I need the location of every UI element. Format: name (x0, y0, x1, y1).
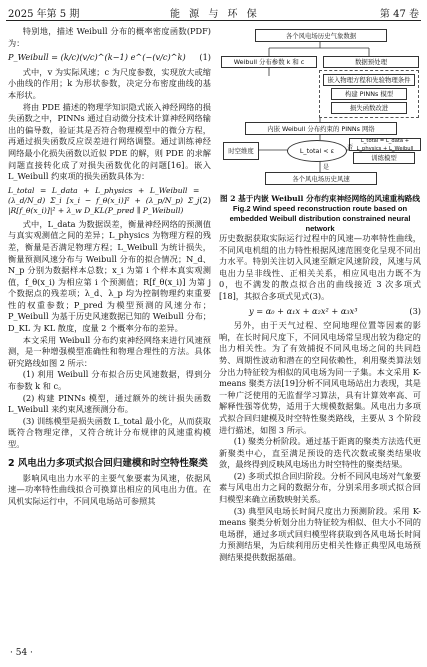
section-heading: 2 风电出力多项式拟合回归建模和时空特性聚类 (8, 457, 208, 469)
equation-body: y = α₀ + α₁x + α₂x² + α₃x³ (249, 305, 358, 316)
weibull-pinns-network-box: 内嵌 Weibull 分布约束的 PINNs 网络 (245, 122, 397, 135)
list-item: (1) 利用 Weibull 分布拟合历史风速数据，得到分布参数 k 和 c。 (8, 369, 211, 392)
journal-title: 能 源 与 环 保 (170, 9, 260, 20)
paragraph: 将由 PDE 描述的物理学知识隐式嵌入神经网络的损失函数之中，PINNs 通过自动微分技术计算神经网络输出的偏导数，验证其是否符合物理模型中的微分方程，再通过损失函数反应误差进行网络调整。通过训练神经网络最小化损失函数以近似 PDE 的解，则 PDE 的求解问题直接转化成了对损失函数优化的问题[16]。嵌入 L_Weibull 约束项的损失函数具体为： (8, 101, 211, 182)
paragraph: 特别地，描述 Weibull 分布的概率密度函数(PDF)为： (8, 26, 211, 48)
journal-issue: 2025 年第 5 期 (8, 9, 80, 20)
no-label: 否 (347, 144, 354, 151)
yes-label: 是 (323, 164, 330, 171)
list-item: (3) 典型风电场长时间尺度出力预测阶段。采用 K-means 聚类分析划分出力特征较为相似、但大小不同的电场群，通过多项式回归模型将获取到各风电场长时间力预测结果，为后续利用历史相关性修正典型风电场预测结果提供数据基础。 (219, 505, 421, 563)
weibull-params-box: Weibull 分布参数 k 和 c (221, 56, 317, 68)
page-header (0, 0, 427, 22)
paragraph: 历史数据获取实际运行过程中的风速—功率特性曲线，不同风电机组的出力特性根据风速范围变化呈现不同出力水平。特别关注切入风速至额定风速阶段，风速与风电出力呈非线性、正相关关系，相应风电出力既不为 0，也不满发的散点拟合出的曲线接近 3 次多项式[18]，其拟合多项式见式(3)。 (219, 233, 421, 301)
paragraph: 本文采用 Weibull 分布约束神经网络来进行风速预测，是一种增强模型准确性和物理合理性的方法。具体研究路线如图 2 所示： (8, 334, 211, 368)
equation-number: (2) (199, 194, 211, 205)
page-number: · 54 · (10, 648, 33, 658)
equation-body: L_total = L_data + L_physics + L_Weibull = (λ_d/N_d) Σ_i [x_i − f_θ(x_i)]² + (λ_p/N_p) Σ_j |R[f_θ(x_i)]|² + λ_w D_KL(P_pred ∥ P_Weibull) (8, 185, 200, 215)
equation-body: P_Weibull = (k/c)(v/c)^(k−1) e^(−(v/c)^k) (8, 52, 186, 63)
equation-2 (8, 186, 211, 216)
loss-formula-box: L_total = L_data + L_physics + L_Weibull (349, 138, 421, 151)
equation-number: (1) (199, 52, 211, 63)
loss-improvement-box: 损失函数改进 (331, 102, 407, 114)
paragraph: 影响风电出力水平的主要气象要素为风速，依据风速—功率特性曲线拟合可换算出相应的风电出力值。在风机实际运行中，不同风电场站可参照其 (8, 472, 211, 506)
caption-english: Fig.2 Wind speed reconstruction route based on embedded Weibull distribution constrained neural network (229, 204, 411, 233)
paragraph: 另外，由于天气过程、空间地理位置等因素的影响，在长时间尺度下，不同风电场常呈现出较为稳定的出力相关性。为了有效捕捉不同风电场之间的共同趋势、周期性波动和潜在的空间依赖性，利用聚类算法划分出力特征较为相似的风电场为同一子集。本文采用 K-means 聚类方法[19]分析不同风电场站出力表现，其是一种广泛使用的无监督学习算法，具有计算效率高、可解释性强等优势，适用于大规模数据集。风电出力多项式拟合回归建模及时空特性聚类路线，主要从 3 个阶段进行描述，如图 3 所示。 (219, 320, 421, 435)
physics-embedding-box: 嵌入物理方程和先验物理条件 (323, 74, 415, 86)
equation-3 (219, 306, 421, 318)
journal-volume: 第 47 卷 (379, 9, 419, 20)
preprocessing-box: 数据预处理 (323, 56, 419, 68)
train-model-box: 训练模型 (353, 152, 415, 164)
caption-chinese: 图 2 基于内嵌 Weibull 分布约束神经网络的风速重构路线 (220, 194, 420, 203)
historical-met-data-box: 各个风电场历史气象数据 (255, 29, 387, 42)
right-column (219, 233, 421, 564)
convergence-check: L_total < ε (287, 140, 347, 162)
equation-number: (3) (409, 305, 421, 316)
paragraph: 式中，L_data 为数据误差，衡量神经网络的预测值与真实观测值之间的差异；L_physics 为物理方程的残差，衡量是否满足物理方程；L_Weibull 为统计损失，衡量预测风速分布与 Weibull 分布的拟合情况；N_d、N_p 分别为数据样本总数；x_i 为第 i 个样本真实观测值，f_θ(x_i) 为相应第 i 个预测值；R[f_θ(x_i)] 为第 j 个数据点的残差项；λ_d、λ_p 均为控制物理约束重要性的权重参数；P_pred 为模型预测的风速分布；P_Weibull 为基于历史风速数据已知的 Weibull 分布；D_KL 为 KL 散度，度量 2 个概率分布的差异。 (8, 218, 211, 334)
historical-wind-speed-box: 各个风电场历史风速 (265, 172, 377, 185)
list-item: (2) 多项式拟合回归阶段。分析不同风电场对气象要素与风电出力之间的数据分布，分别采用多项式拟合回归模型来确立函数映射关系。 (219, 470, 421, 505)
paragraph: 式中，v 为实际风速；c 为尺度参数，实现放大或缩小曲线的作用；k 为形状参数，决定分布密度曲线的基本形状。 (8, 66, 211, 100)
list-item: (1) 聚类分析阶段。通过基于距离的聚类方法选代更新聚类中心，直至满足预设的迭代次数或聚类结果收敛，最终得到反映风电场出力时空特性的聚类结果。 (219, 436, 421, 470)
build-pinns-box: 构建 PINNs 模型 (331, 88, 407, 100)
left-column (8, 26, 211, 507)
list-item: (3) 训练模型是损失函数 L_total 最小化，从而获取既符合物理定律，又符合统计分布规律的风速重构模型。 (8, 415, 211, 449)
figure-2-flowchart (219, 26, 421, 194)
list-item: (2) 构建 PINNs 模型，通过额外的统计损失函数 L_Weibull 来约束风速预测分布。 (8, 392, 211, 415)
header-rule (6, 20, 421, 21)
figure-caption (219, 194, 421, 234)
spatiotemporal-box: 时空维度 (223, 142, 259, 160)
equation-1 (8, 52, 211, 64)
